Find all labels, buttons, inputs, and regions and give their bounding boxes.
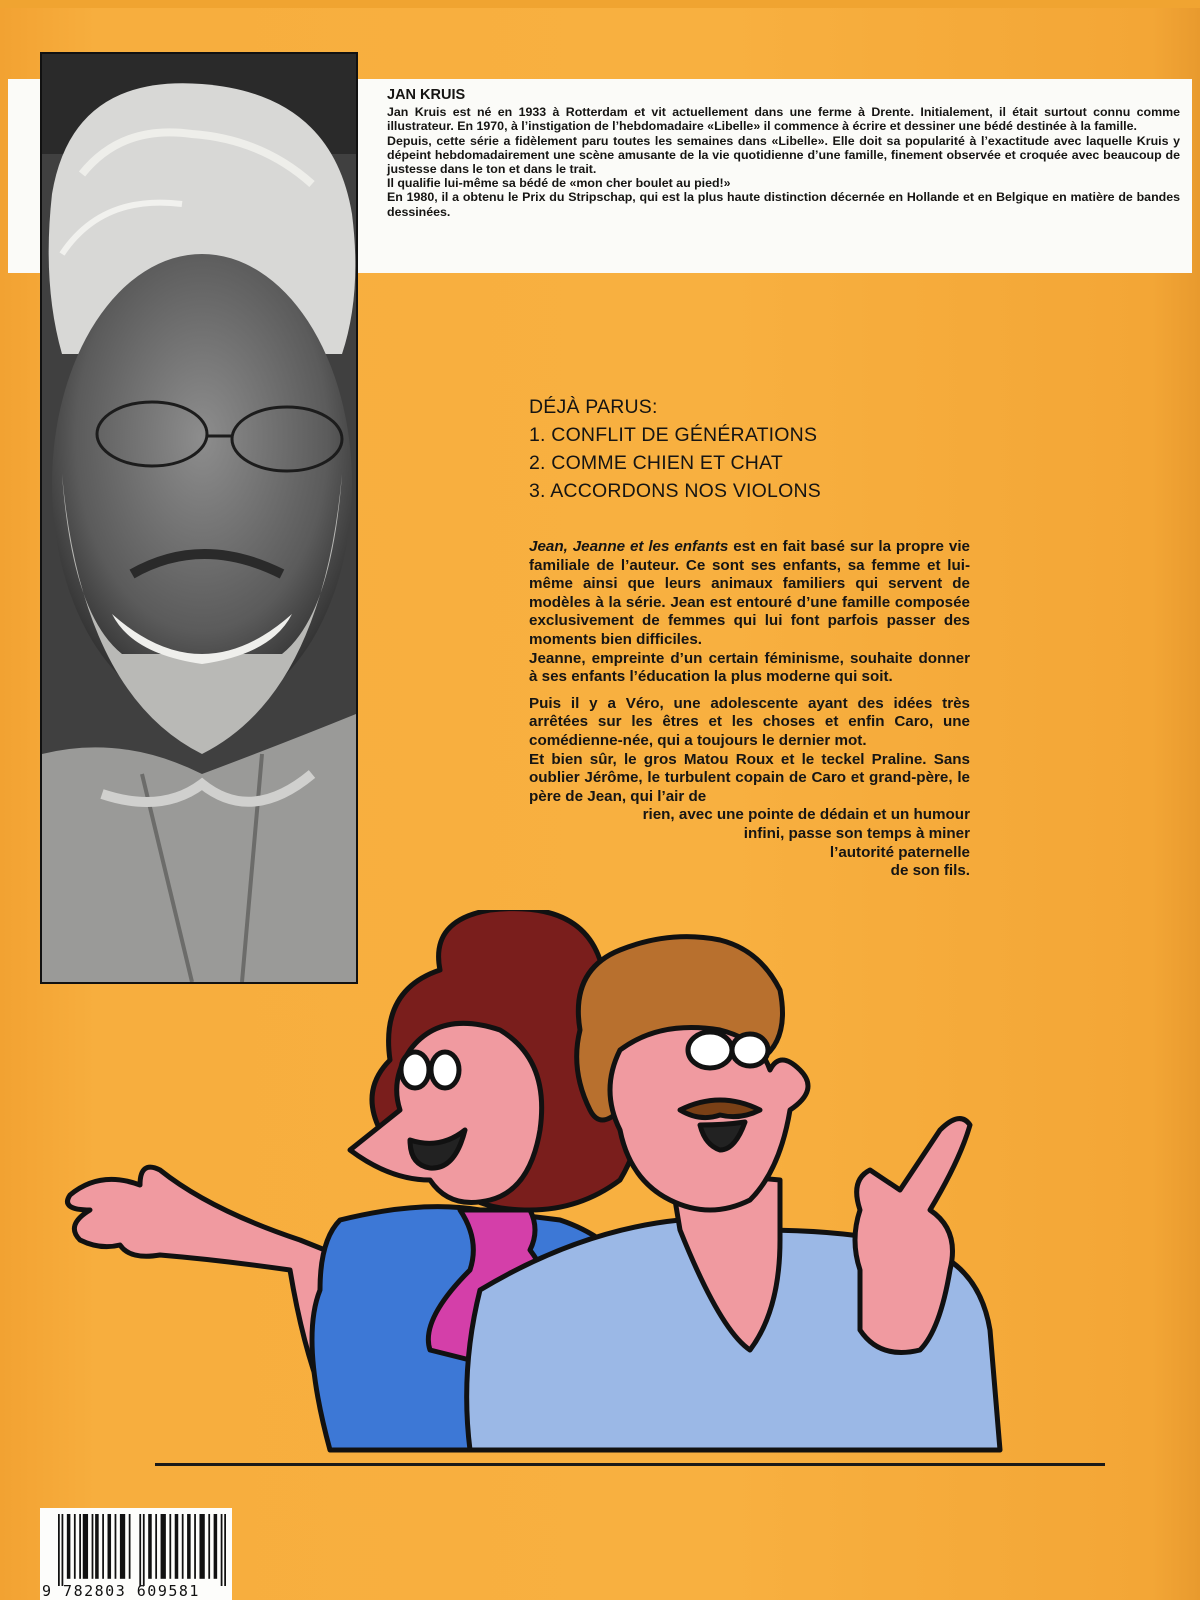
description-line: de son fils. [890, 862, 970, 880]
author-photo [40, 52, 358, 984]
jean-eye [732, 1034, 768, 1066]
published-heading: DÉJÀ PARUS: [529, 396, 658, 418]
bio-paragraph: Jan Kruis est né en 1933 à Rotterdam et vit actuellement dans une ferme à Drente. Initialement, il était surtout connu comme illustrateur. En 1970, à l’instigation de l’hebdomadaire «Libelle» il commence à écrire et dessiner une bédé destinée à la famille. [387, 105, 1180, 134]
series-title: Jean, Jeanne et les enfants [529, 538, 729, 555]
series-description [529, 538, 970, 881]
author-bio [387, 88, 1180, 219]
jean-mustache [680, 1100, 760, 1118]
barcode-stripes [58, 1514, 226, 1586]
author-portrait-image [42, 54, 356, 982]
bio-paragraph: Depuis, cette série a fidèlement paru toutes les semaines dans «Libelle». Elle doit sa popularité à l’exactitude avec laquelle Kruis y dépeint hebdomadairement une scène amusante de la vie quotidienne d’une famille, finement observée et croquée avec beaucoup de justesse dans le ton et dans le trait. [387, 133, 1180, 177]
bio-paragraph: En 1980, il a obtenu le Prix du Stripschap, qui est la plus haute distinction décernée en Hollande et en Belgique en matière de bandes dessinées. [387, 190, 1180, 219]
cover-top-edge [0, 0, 1200, 8]
cartoon-illustration [60, 910, 1060, 1470]
jean-and-jeanne-drawing [60, 910, 1060, 1470]
published-item: 3. ACCORDONS NOS VIOLONS [529, 480, 821, 502]
published-titles-list [529, 393, 821, 505]
published-item: 2. COMME CHIEN ET CHAT [529, 452, 783, 474]
barcode-bars [58, 1514, 226, 1586]
description-line: infini, passe son temps à miner [743, 824, 970, 842]
jean-eye [688, 1032, 732, 1068]
description-line: rien, avec une pointe de dédain et un humour [642, 806, 970, 824]
description-paragraph: Et bien sûr, le gros Matou Roux et le teckel Praline. Sans oublier Jérôme, le turbulent copain de Caro et grand-père, le père de Jean, qui l’air de [529, 750, 970, 805]
description-line: l’autorité paternelle [829, 843, 970, 861]
description-paragraph: Puis il y a Véro, une adolescente ayant des idées très arrêtées sur les êtres et les choses et enfin Caro, une comédienne-née, qui a toujours le dernier mot. [529, 694, 970, 749]
published-item: 1. CONFLIT DE GÉNÉRATIONS [529, 424, 818, 446]
bio-title: JAN KRUIS [387, 87, 466, 103]
description-paragraph: Jeanne, empreinte d’un certain féminisme, souhaite donner à ses enfants l’éducation la plus moderne qui soit. [529, 649, 970, 686]
barcode-number: 9 782803 609581 [42, 1582, 200, 1600]
illustration-baseline [155, 1463, 1105, 1466]
description-text: est en fait basé sur la propre vie familiale de l’auteur. Ce sont ses enfants, sa femme et lui-même ainsi que leurs animaux familiers qui servent de modèles à la série. Jean est entouré d’une famille composée exclusivement de femmes qui lui font parfois passer des moments bien difficiles. [529, 538, 970, 648]
jeanne-eye [431, 1052, 459, 1088]
barcode [40, 1508, 232, 1600]
jeanne-eye [401, 1052, 429, 1088]
description-paragraph [529, 538, 970, 650]
bio-paragraph: Il qualifie lui-même sa bédé de «mon cher boulet au pied!» [387, 176, 731, 191]
